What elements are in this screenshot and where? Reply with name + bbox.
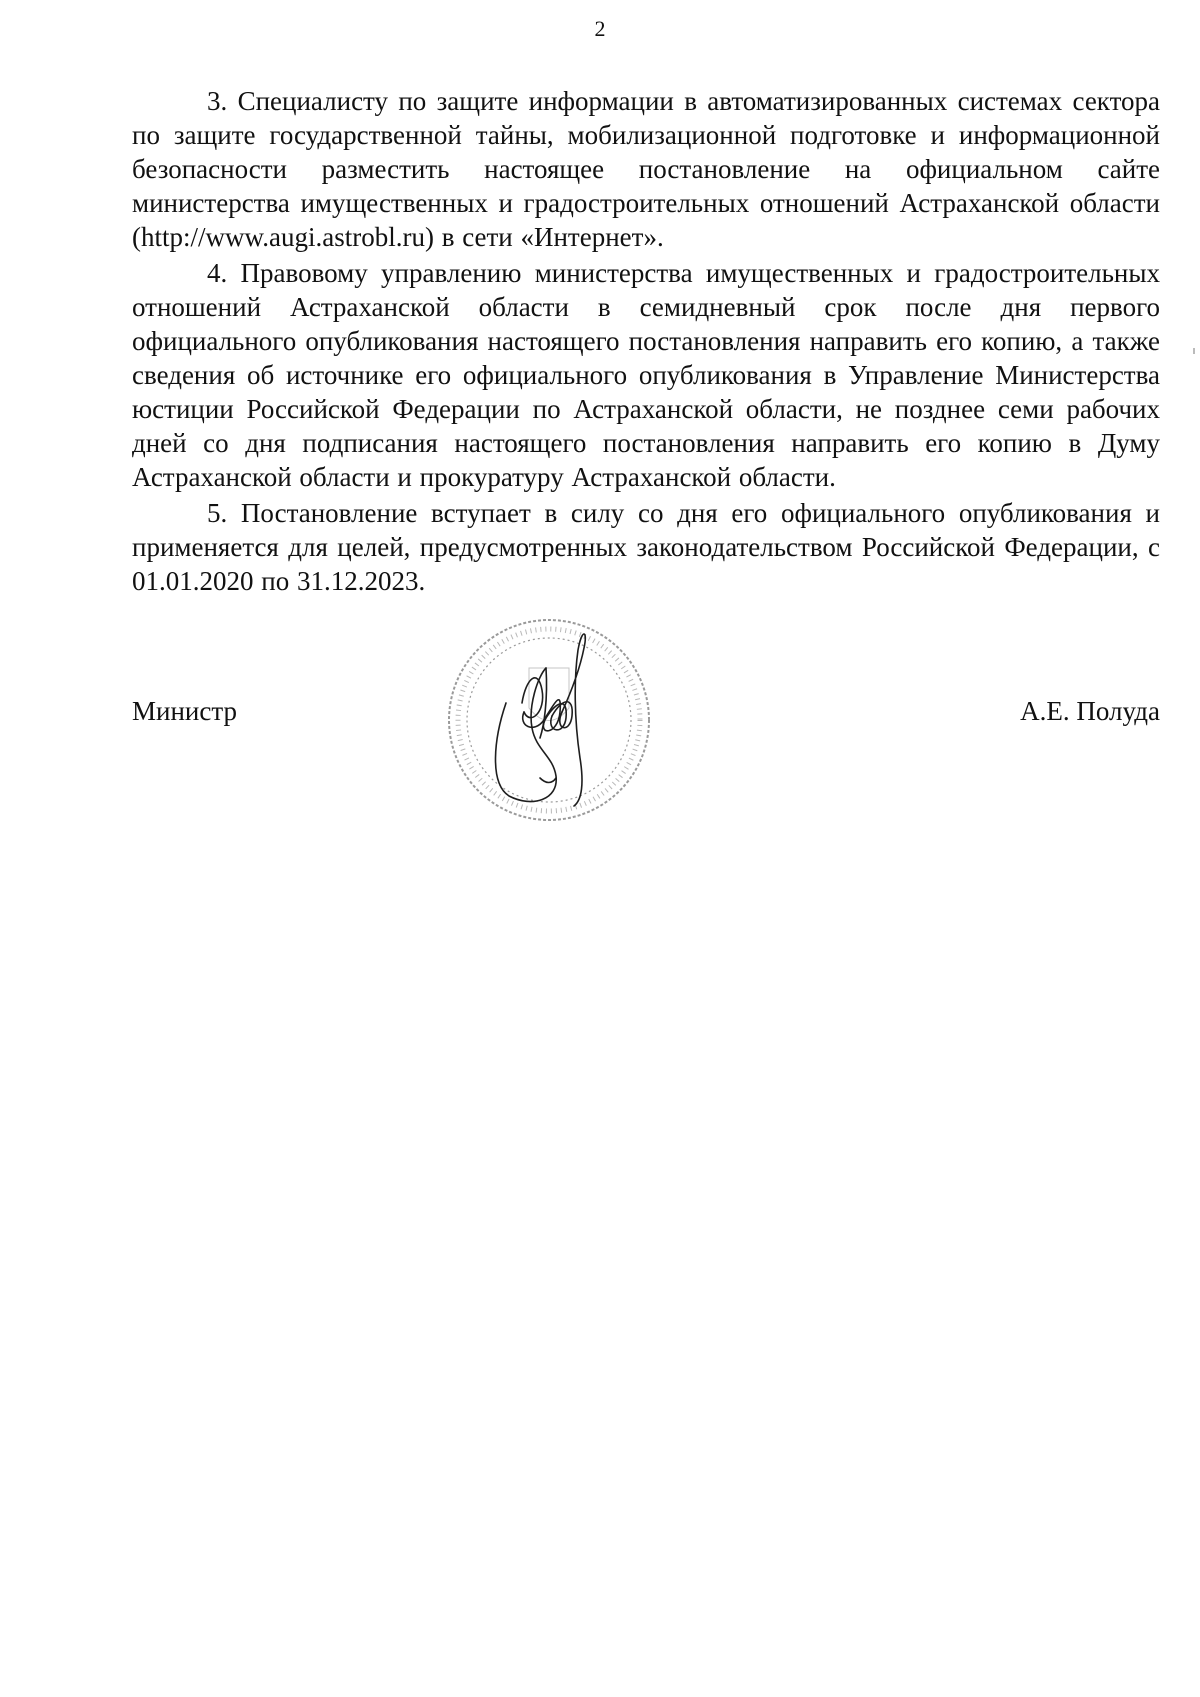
paragraph-5: 5. Постановление вступает в силу со дня его официального опубликования и применяется для целей, предусмотренных законодательством Российской Федерации, с 01.01.2020 по 31.12.2023. (132, 498, 1160, 596)
signer-name: А.Е. Полуда (1020, 696, 1160, 726)
page-number: 2 (594, 16, 606, 41)
paragraph-4: 4. Правовому управлению министерства имущественных и градостроительных отношений Астраханской области в семидневный срок после дня первого официального опубликования настоящего постановления направить его копию, а также сведения об источнике его официального опубликования в Управление Министерства юстиции Российской Федерации по Астраханской области, не позднее семи рабочих дней со дня подписания настоящего постановления направить его копию в Думу Астраханской области и прокуратуру Астраханской области. (132, 258, 1160, 492)
official-seal-with-signature (434, 608, 664, 838)
signature-block (132, 608, 1160, 858)
scan-edge-mark (1193, 348, 1195, 354)
document-body (132, 84, 1160, 600)
signer-position: Министр (132, 696, 237, 726)
handwritten-signature (495, 634, 585, 806)
paragraph-3: 3. Специалисту по защите информации в автоматизированных системах сектора по защите государственной тайны, мобилизационной подготовке и информационной безопасности разместить настоящее постановление на официальном сайте министерства имущественных и градостроительных отношений Астраханской области (http://www.augi.astrobl.ru) в сети «Интернет». (132, 86, 1160, 252)
